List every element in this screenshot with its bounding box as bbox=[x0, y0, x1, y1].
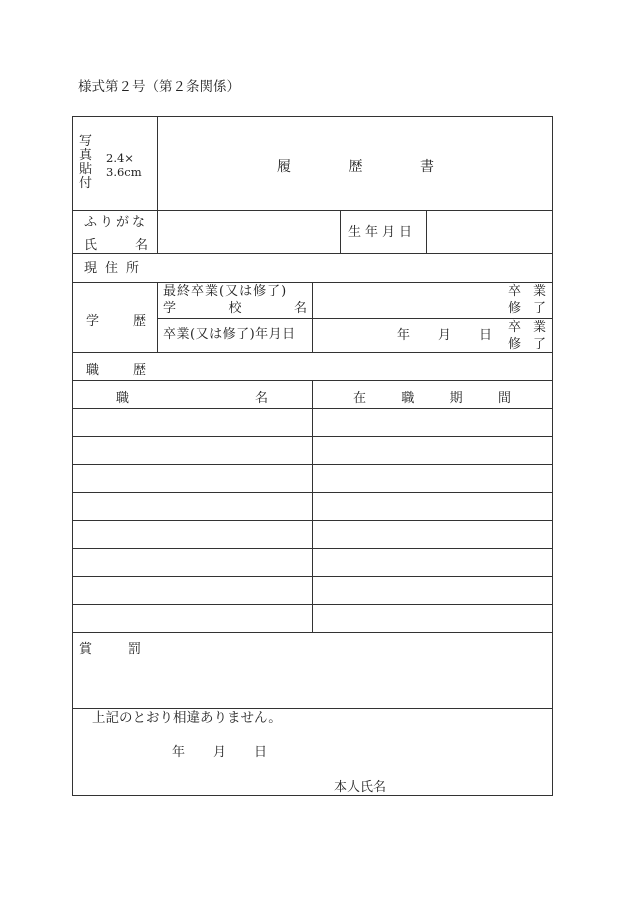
complete-mark-2: 修 了 bbox=[508, 337, 546, 352]
address-input-cell[interactable] bbox=[158, 254, 552, 282]
career-row-8-position[interactable] bbox=[73, 605, 312, 632]
signature-input-cell[interactable] bbox=[392, 776, 547, 794]
career-row-2-position[interactable] bbox=[73, 437, 312, 464]
graduate-mark: 卒 業 bbox=[508, 284, 546, 299]
declaration-statement: 上記のとおり相違ありません。 bbox=[92, 710, 282, 726]
col-position-header: 職 名 bbox=[116, 391, 268, 406]
photo-label: 写 真 貼 付 bbox=[79, 134, 93, 191]
career-row-4-period[interactable] bbox=[313, 493, 552, 520]
career-row-2-period[interactable] bbox=[313, 437, 552, 464]
career-row-5-position[interactable] bbox=[73, 521, 312, 548]
dob-input-cell[interactable] bbox=[427, 211, 552, 253]
career-row-5-period[interactable] bbox=[313, 521, 552, 548]
complete-mark: 修 了 bbox=[508, 301, 546, 316]
declaration-day-unit: 日 bbox=[254, 745, 268, 760]
awards-input-cell[interactable] bbox=[73, 656, 552, 708]
signature-label: 本人氏名 bbox=[334, 780, 387, 795]
career-row-6-period[interactable] bbox=[313, 549, 552, 576]
career-row-8-period[interactable] bbox=[313, 605, 552, 632]
grad-month-unit: 月 bbox=[438, 328, 452, 343]
furigana-label: ふりがな bbox=[84, 215, 149, 230]
career-row-1-period[interactable] bbox=[313, 409, 552, 436]
grad-year-unit: 年 bbox=[397, 328, 411, 343]
career-row-7-position[interactable] bbox=[73, 577, 312, 604]
career-row-4-position[interactable] bbox=[73, 493, 312, 520]
declaration-year-unit: 年 bbox=[172, 745, 186, 760]
career-row-3-position[interactable] bbox=[73, 465, 312, 492]
dob-label: 生年月日 bbox=[348, 225, 417, 240]
school-label-bottom: 学 校 名 bbox=[163, 301, 307, 316]
career-row-7-period[interactable] bbox=[313, 577, 552, 604]
photo-size: 2.4× 3.6cm bbox=[106, 151, 142, 179]
career-row-1-position[interactable] bbox=[73, 409, 312, 436]
col-period-header: 在 職 期 間 bbox=[353, 391, 511, 406]
career-row-6-position[interactable] bbox=[73, 549, 312, 576]
name-label: 氏 名 bbox=[84, 238, 148, 253]
name-input-cell[interactable] bbox=[158, 211, 340, 253]
form-number-header: 様式第２号（第２条関係） bbox=[78, 79, 240, 95]
school-name-input-cell[interactable] bbox=[313, 283, 503, 318]
career-label: 職 歴 bbox=[86, 363, 146, 378]
address-label: 現住所 bbox=[84, 261, 148, 276]
grad-day-unit: 日 bbox=[479, 328, 493, 343]
career-row-3-period[interactable] bbox=[313, 465, 552, 492]
graduation-date-label: 卒業(又は修了)年月日 bbox=[163, 327, 296, 342]
graduate-mark-2: 卒 業 bbox=[508, 320, 546, 335]
declaration-month-unit: 月 bbox=[213, 745, 227, 760]
document-title: 履 歴 書 bbox=[277, 159, 434, 175]
awards-label: 賞 罰 bbox=[79, 642, 141, 657]
school-label-top: 最終卒業(又は修了) bbox=[163, 284, 288, 299]
education-label: 学 歴 bbox=[86, 314, 146, 329]
